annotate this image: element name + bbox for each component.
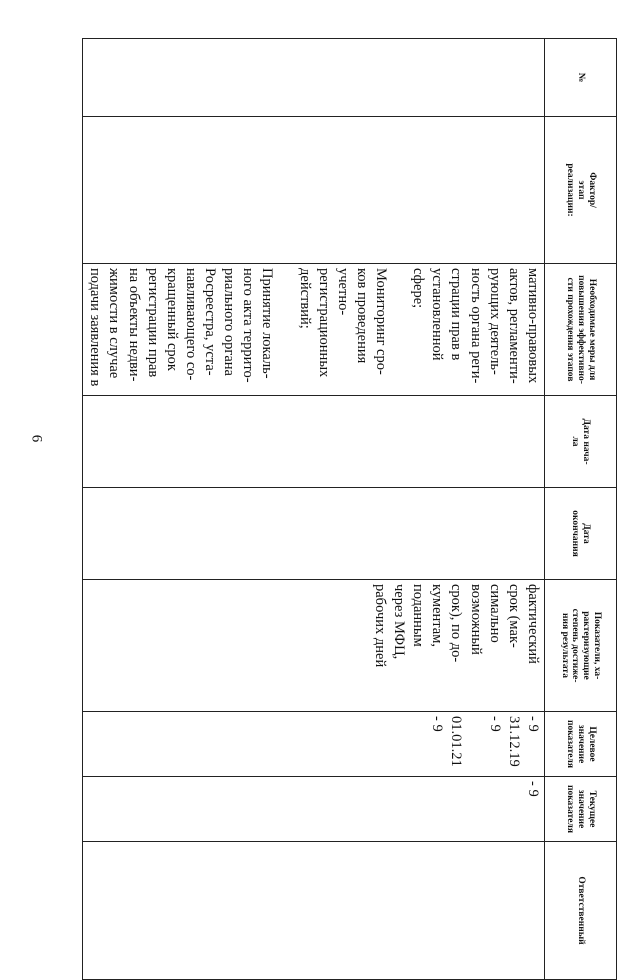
page-number: 6 xyxy=(28,434,45,443)
header-measures: Необходимые меры для повышения эффективно- сти прохождения этапов xyxy=(545,264,617,396)
table-row xyxy=(83,39,545,980)
plan-table xyxy=(82,38,617,980)
cell-measures xyxy=(83,264,545,396)
cell-factor xyxy=(83,117,545,264)
header-num: № xyxy=(545,39,617,117)
cell-current-value: - 9 xyxy=(83,777,545,842)
cell-end-date xyxy=(83,488,545,580)
header-current-value: Текущее значение показателя xyxy=(545,777,617,842)
header-row xyxy=(545,39,617,980)
header-start-date: Дата нача- ла xyxy=(545,396,617,488)
measures-text-2: Мониторинг сро- ков проведения учетно- регистрационных действий; xyxy=(296,268,390,378)
cell-target-value: - 9 31.12.19 - 9 01.01.21 - 9 xyxy=(83,712,545,777)
cell-start-date xyxy=(83,396,545,488)
header-factor: Фактор/ этап реализации: xyxy=(545,117,617,264)
header-target-value: Целевое значение показателя xyxy=(545,712,617,777)
header-indicators: Показатели, ха- рактеризующие степень достиже- ния результата xyxy=(545,580,617,712)
header-end-date: Дата окончания xyxy=(545,488,617,580)
cell-indicators: фактический срок (мак- симально возможный срок), по до- кументам, поданным через МФЦ, рабочих дней xyxy=(83,580,545,712)
measures-text-3: Принятие локаль- ного акта террито- риального органа Росреестра, уста- навливающего со- кращенный срок регистрации прав на объекты недви- жимости в случае подачи заявления в xyxy=(87,268,276,387)
header-responsible: Ответственный xyxy=(545,842,617,980)
cell-responsible xyxy=(83,842,545,980)
measures-text-1: мативно-правовых актов, регламенти- рующих деятель- ность органа реги- страции прав в установленной сфере; xyxy=(410,268,541,384)
cell-num xyxy=(83,39,545,117)
rotated-table-sheet xyxy=(84,38,617,945)
